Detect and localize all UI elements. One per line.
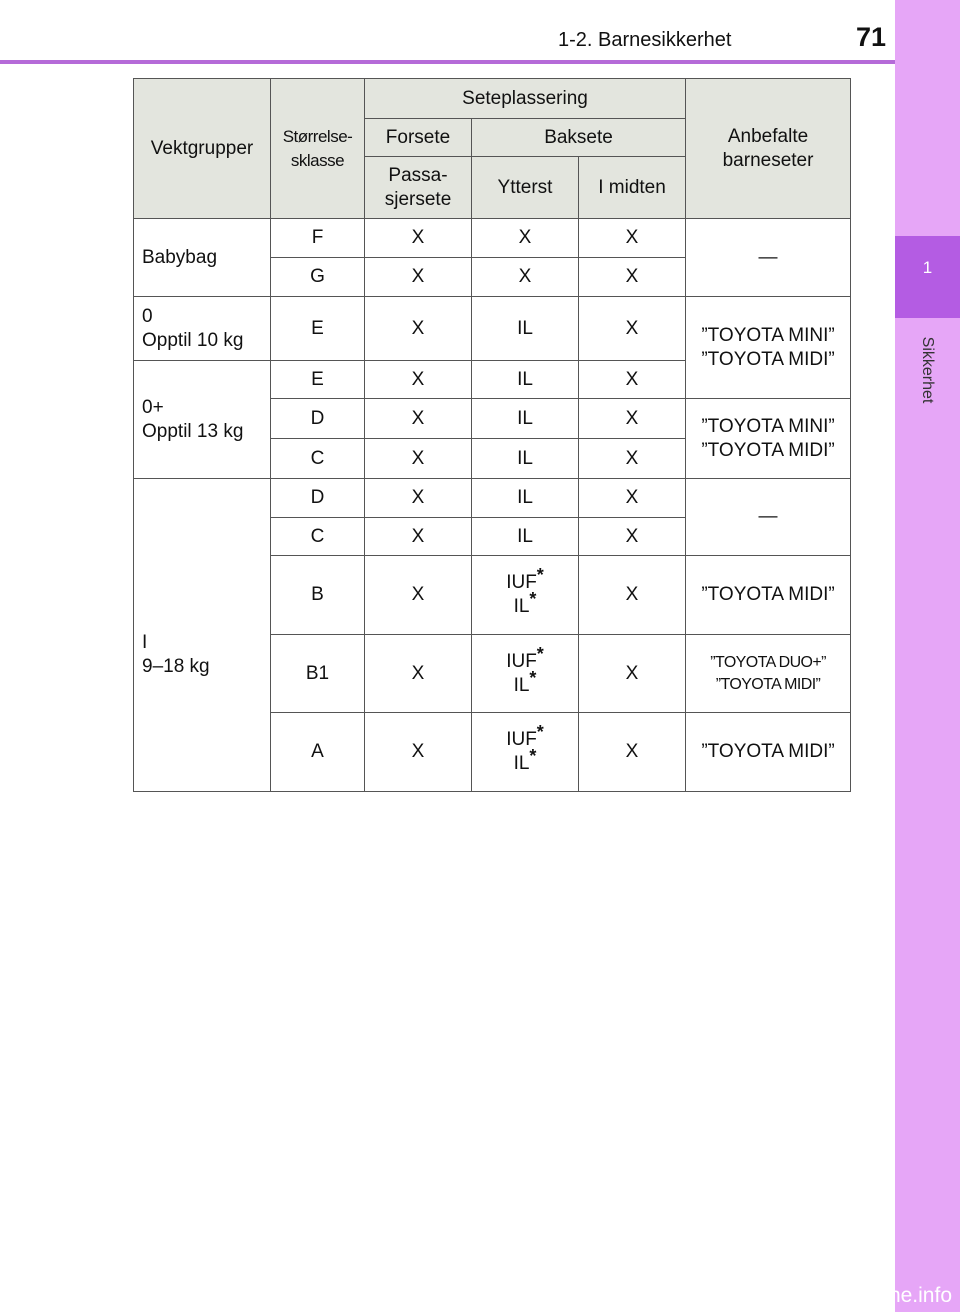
middle-cell: X: [579, 479, 686, 518]
section-title: 1-2. Barnesikkerhet: [558, 29, 732, 51]
middle-cell: X: [579, 518, 686, 556]
size-cell: D: [271, 399, 365, 439]
header-front-seat: Forsete: [365, 119, 472, 157]
recommended-cell: —: [686, 219, 851, 297]
header-recommended: Anbefalte barneseter: [686, 79, 851, 219]
passenger-cell: X: [365, 479, 472, 518]
middle-cell: X: [579, 258, 686, 297]
size-cell: C: [271, 439, 365, 479]
size-cell: B: [271, 556, 365, 635]
outer-cell: IL: [472, 361, 579, 399]
weight-group-cell: I 9–18 kg: [134, 479, 271, 792]
size-cell: E: [271, 361, 365, 399]
passenger-cell: X: [365, 258, 472, 297]
size-cell: E: [271, 297, 365, 361]
watermark: carmanualsonline.info: [747, 1284, 952, 1307]
chapter-title: Sikkerhet: [919, 336, 936, 404]
middle-cell: X: [579, 399, 686, 439]
header-rule: [0, 60, 895, 64]
recommended-cell: ”TOYOTA DUO+” ”TOYOTA MIDI”: [686, 635, 851, 713]
footnote-mark: *: [529, 667, 537, 688]
size-cell: G: [271, 258, 365, 297]
footnote-mark: *: [536, 643, 544, 664]
middle-cell: X: [579, 219, 686, 258]
recommended-cell: ”TOYOTA MIDI”: [686, 556, 851, 635]
recommended-cell: —: [686, 479, 851, 556]
footnote-mark: *: [536, 722, 544, 742]
child-seat-table: [133, 78, 851, 792]
footnote-mark: *: [529, 746, 537, 766]
table-row: [134, 479, 851, 518]
passenger-cell: X: [365, 219, 472, 258]
recommended-cell: ”TOYOTA MINI” ”TOYOTA MIDI”: [686, 297, 851, 399]
passenger-cell: X: [365, 439, 472, 479]
outer-cell: X: [472, 258, 579, 297]
passenger-cell: X: [365, 635, 472, 713]
size-cell: D: [271, 479, 365, 518]
outer-cell: IL: [472, 439, 579, 479]
size-cell: B1: [271, 635, 365, 713]
weight-group-cell: 0+ Opptil 13 kg: [134, 361, 271, 479]
size-cell: C: [271, 518, 365, 556]
outer-cell: IL: [472, 479, 579, 518]
table-row: [134, 297, 851, 361]
passenger-cell: X: [365, 713, 472, 792]
recommended-cell: ”TOYOTA MINI” ”TOYOTA MIDI”: [686, 399, 851, 479]
size-cell: F: [271, 219, 365, 258]
passenger-cell: X: [365, 518, 472, 556]
passenger-cell: X: [365, 361, 472, 399]
passenger-cell: X: [365, 399, 472, 439]
header-size-class: Størrelse- sklasse: [271, 79, 365, 219]
outer-cell: X: [472, 219, 579, 258]
side-band: [895, 0, 960, 1312]
page-number: 71: [855, 22, 886, 52]
chapter-number: 1: [922, 258, 933, 277]
middle-cell: X: [579, 556, 686, 635]
header-weight-groups: Vektgrupper: [134, 79, 271, 219]
header-passenger-seat: Passa- sjersete: [365, 157, 472, 219]
weight-group-cell: 0 Opptil 10 kg: [134, 297, 271, 361]
middle-cell: X: [579, 713, 686, 792]
outer-cell: IUF* IL*: [472, 635, 579, 713]
footnote-mark: *: [529, 589, 537, 609]
footnote-mark: *: [536, 565, 544, 585]
middle-cell: X: [579, 297, 686, 361]
recommended-cell: ”TOYOTA MIDI”: [686, 713, 851, 792]
middle-cell: X: [579, 439, 686, 479]
outer-cell: IL: [472, 518, 579, 556]
middle-cell: X: [579, 635, 686, 713]
weight-group-cell: Babybag: [134, 219, 271, 297]
passenger-cell: X: [365, 297, 472, 361]
middle-cell: X: [579, 361, 686, 399]
header-seat-position: Seteplassering: [365, 79, 686, 119]
table-row: [134, 219, 851, 258]
header-rear-seat: Baksete: [472, 119, 686, 157]
header-middle: I midten: [579, 157, 686, 219]
size-cell: A: [271, 713, 365, 792]
outer-cell: IUF* IL*: [472, 556, 579, 635]
header-outer: Ytterst: [472, 157, 579, 219]
passenger-cell: X: [365, 556, 472, 635]
outer-cell: IL: [472, 297, 579, 361]
outer-cell: IUF* IL*: [472, 713, 579, 792]
outer-cell: IL: [472, 399, 579, 439]
